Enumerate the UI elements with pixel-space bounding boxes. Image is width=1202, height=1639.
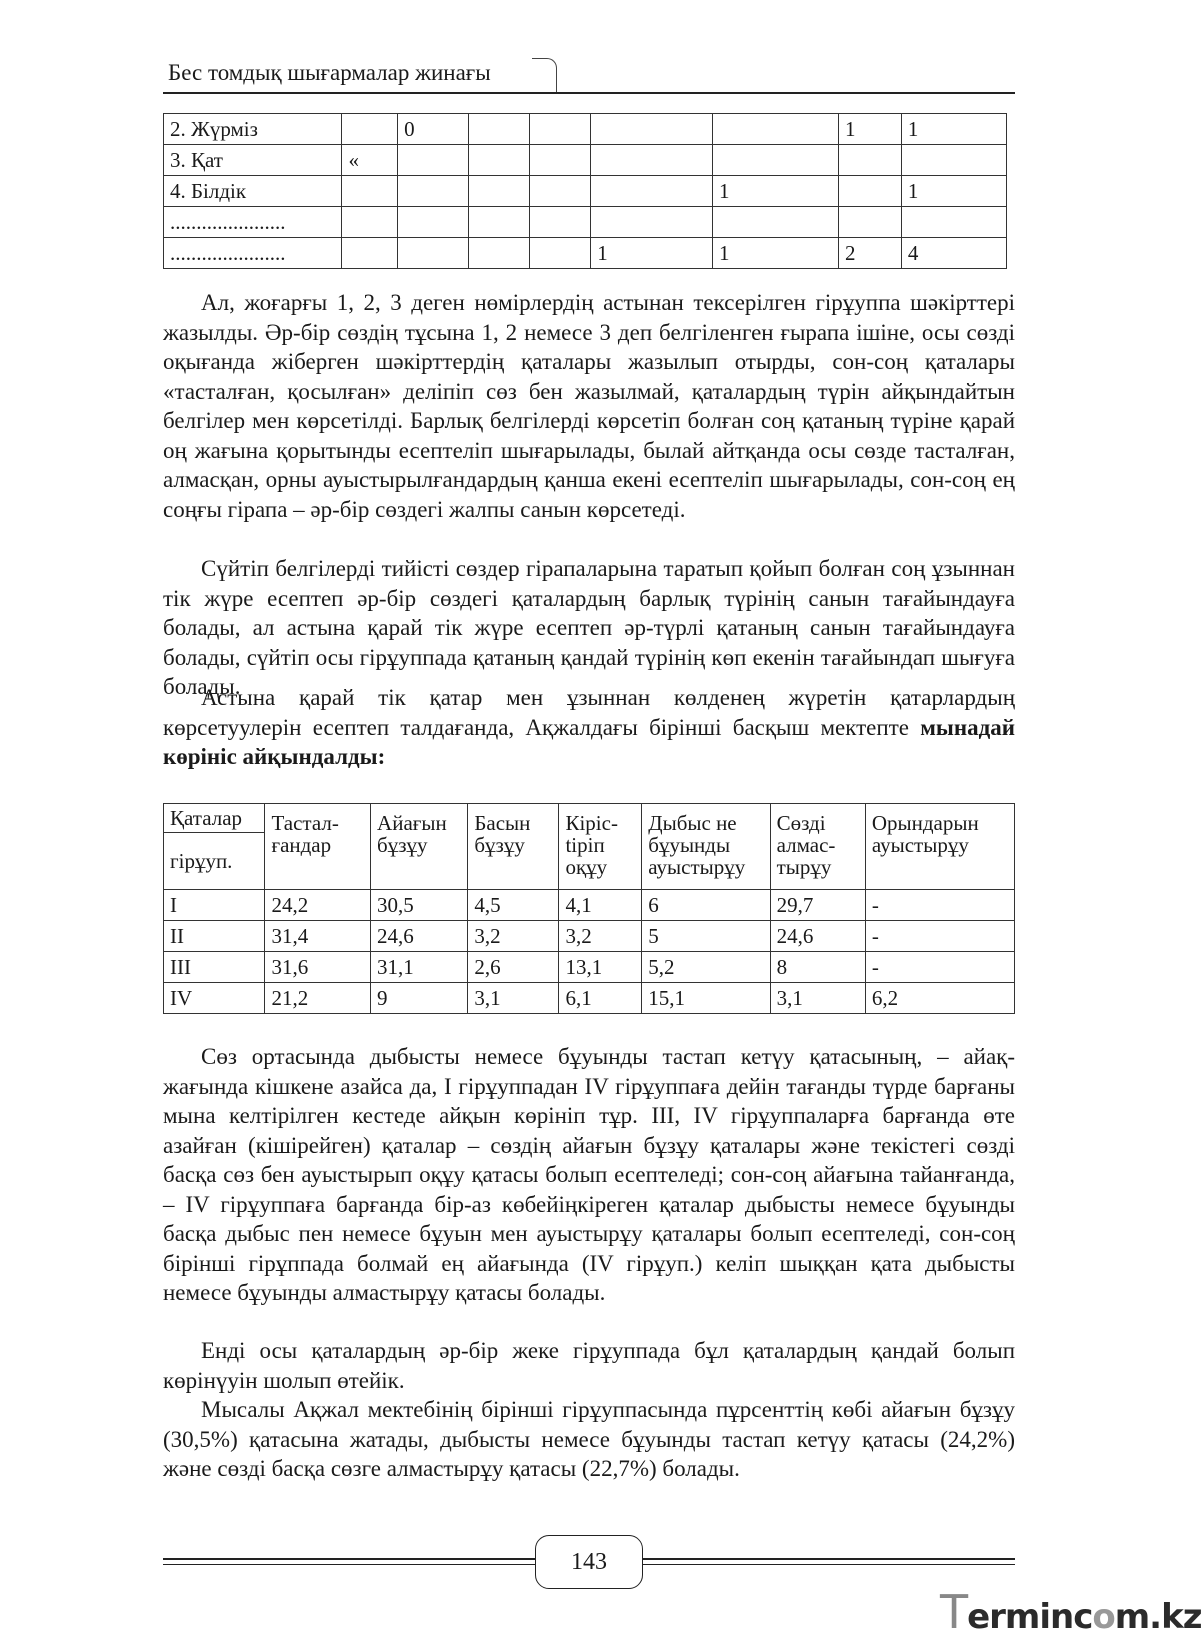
table-cell bbox=[342, 238, 398, 269]
table-cell bbox=[530, 114, 591, 145]
table-cell: ...................... bbox=[164, 207, 342, 238]
header-cell: Айағын бұзұу bbox=[371, 804, 468, 890]
table-cell: 6,1 bbox=[559, 983, 642, 1014]
corner-bottom: гірұуп. bbox=[164, 833, 265, 890]
paragraph-6: Мысалы Ақжал мектебінің бірінші гірұуппасында пұрсенттің көбі айағын бұзұу (30,5%) қатасына жатады, дыбысты немесе бұуынды тастап кетүу қатасы (24,2%) және сөзді басқа сөзге алмастырұу қатасы (22,7%) болады. bbox=[163, 1397, 1015, 1481]
table-cell bbox=[469, 207, 530, 238]
table-cell: 21,2 bbox=[265, 983, 371, 1014]
header-cell: Тастал- ғандар bbox=[265, 804, 371, 890]
table-cell: 4,1 bbox=[559, 890, 642, 921]
table-cell: I bbox=[164, 890, 265, 921]
table-cell bbox=[591, 176, 713, 207]
table-cell bbox=[342, 176, 398, 207]
table-cell: 8 bbox=[770, 952, 865, 983]
paragraph-5: Енді осы қаталардың әр-бір жеке гірұуппада бұл қаталардың қандай болып көрінүуін шолып өтейік. bbox=[163, 1338, 1015, 1393]
header-cell: Кіріс- tіріп оқұу bbox=[559, 804, 642, 890]
header-cell: Орындарын ауыстырұу bbox=[865, 804, 1014, 890]
header-cell: Сөзді алмас- тырұу bbox=[770, 804, 865, 890]
table-row bbox=[164, 207, 1007, 238]
table-cell: 4,5 bbox=[468, 890, 559, 921]
table-cell: 4. Білдік bbox=[164, 176, 342, 207]
table-cell: 24,6 bbox=[371, 921, 468, 952]
table-cell: 3. Қат bbox=[164, 145, 342, 176]
table-cell bbox=[469, 114, 530, 145]
error-tally-table bbox=[163, 113, 1007, 269]
table-row bbox=[164, 145, 1007, 176]
table-cell bbox=[712, 145, 838, 176]
table-cell bbox=[530, 176, 591, 207]
table-row bbox=[164, 983, 1015, 1014]
table-cell bbox=[838, 176, 901, 207]
table-cell: - bbox=[865, 921, 1014, 952]
table-cell: 2 bbox=[838, 238, 901, 269]
paragraph-3-text: Астына қарай тік қатар мен ұзыннан көлденең жүретін қатарлардың көрсетуулерін есептеп талдағанда, Ақжалдағы бірінші басқыш мектепте bbox=[163, 685, 1015, 740]
table-cell: 2. Жүрміз bbox=[164, 114, 342, 145]
page-number: 143 bbox=[535, 1535, 643, 1589]
table-cell bbox=[398, 145, 469, 176]
table-cell bbox=[591, 114, 713, 145]
table-cell: « bbox=[342, 145, 398, 176]
table-cell bbox=[398, 176, 469, 207]
table-row bbox=[164, 952, 1015, 983]
table-cell: 5,2 bbox=[642, 952, 770, 983]
table-cell: - bbox=[865, 952, 1014, 983]
table-cell: 4 bbox=[901, 238, 1006, 269]
table-cell: 1 bbox=[591, 238, 713, 269]
paragraph-1: Ал, жоғарғы 1, 2, 3 деген нөмірлердің астынан тексерілген гірұуппа шәкірттері жазылды. Әр-бір сөздің тұсына 1, 2 немесе 3 деп белгіленген ғырапа ішіне, осы сөзді оқығанда жіберген шәкірттердің қаталары жазылып отырды, сон-соң қаталары «тасталған, қосылған» деліпіп сөз бен жазылмай, қаталардың түрін айқындайтын белгілер мен көрсетілді. Барлық белгілерді көрсетіп болған соң қатаның түріне қарай оң жағына қорытынды есептеліп шығарылады, былай айтқанда осы сөзде тасталған, алмасқан, орны ауыстырылғандардың қанша екені есептеліп шығарылады, сон-соң ең соңғы гірапа – әр-бір сөздегі жалпы санын көрсетеді. bbox=[163, 290, 1015, 522]
table-cell: 13,1 bbox=[559, 952, 642, 983]
table-cell bbox=[838, 145, 901, 176]
table-cell: 3,2 bbox=[559, 921, 642, 952]
paragraph-3 bbox=[163, 683, 1015, 772]
header-corner bbox=[532, 58, 557, 93]
table-cell bbox=[901, 145, 1006, 176]
table-cell: 31,6 bbox=[265, 952, 371, 983]
table-cell bbox=[838, 207, 901, 238]
page-footer bbox=[163, 1530, 1015, 1590]
table-cell: 3,1 bbox=[770, 983, 865, 1014]
table-cell: 29,7 bbox=[770, 890, 865, 921]
table-cell bbox=[398, 207, 469, 238]
table-cell: 24,6 bbox=[770, 921, 865, 952]
table-cell: 24,2 bbox=[265, 890, 371, 921]
table-cell bbox=[530, 238, 591, 269]
table-cell: 1 bbox=[901, 114, 1006, 145]
table-cell bbox=[469, 238, 530, 269]
table-cell: 31,1 bbox=[371, 952, 468, 983]
table-cell: 3,2 bbox=[468, 921, 559, 952]
table-cell: IV bbox=[164, 983, 265, 1014]
error-percentage-table bbox=[163, 803, 1015, 1014]
table-cell bbox=[342, 114, 398, 145]
table-row bbox=[164, 890, 1015, 921]
table-cell: 6,2 bbox=[865, 983, 1014, 1014]
paragraph-4: Сөз ортасында дыбысты немесе бұуынды тастап кетүу қатасының, – айақ-жағында кішкене азайса да, I гірұуппадан IV гірұуппаға дейін тағанды түрде барғаны мына келтірілген кестеде айқын көрініп тұр. III, IV гірұуппаларға барғанда өте азайған (кішірейген) қаталар – сөздің айағын бұзұу қаталары және текістегі сөзді басқа сөз бен ауыстырып оқұу қатасы болып есептеледі; сон-соң айағына тайанғанда, – IV гірұуппаға барғанда бір-аз көбейіңкіреген қаталар дыбысты немесе бұуынды басқа дыбыс пен немесе бұуын мен ауыстырұу қаталары болып есептеледі, сон-соң бірінші гірұппада болмай ең айағында (IV гірұуп.) келіп шыққан қата дыбысты немесе бұуынды алмастырұу қатасы болады. bbox=[163, 1044, 1015, 1305]
table-cell: 15,1 bbox=[642, 983, 770, 1014]
table-cell bbox=[591, 145, 713, 176]
table-cell bbox=[530, 207, 591, 238]
table-cell: 6 bbox=[642, 890, 770, 921]
watermark-logo: Termincom.kz bbox=[940, 1585, 1202, 1639]
table-cell: 30,5 bbox=[371, 890, 468, 921]
header-cell: Дыбыс не бұуынды ауыстырұу bbox=[642, 804, 770, 890]
table-cell: - bbox=[865, 890, 1014, 921]
header-title: Бес томдық шығармалар жинағы bbox=[168, 60, 491, 85]
table-cell: 5 bbox=[642, 921, 770, 952]
table-cell: 1 bbox=[901, 176, 1006, 207]
table-cell bbox=[901, 207, 1006, 238]
table-cell: 9 bbox=[371, 983, 468, 1014]
table-cell bbox=[591, 207, 713, 238]
table-cell: 1 bbox=[838, 114, 901, 145]
table-row bbox=[164, 921, 1015, 952]
table-row bbox=[164, 176, 1007, 207]
table-cell bbox=[530, 145, 591, 176]
table-row bbox=[164, 114, 1007, 145]
table-cell bbox=[469, 176, 530, 207]
table-cell bbox=[712, 207, 838, 238]
table-row bbox=[164, 238, 1007, 269]
table-cell: III bbox=[164, 952, 265, 983]
paragraph-2: Сүйтіп белгілерді тийісті сөздер гірапаларына таратып қойып болған соң ұзыннан тік жүре есептеп әр-бір сөздегі қаталардың барлық түрінің санын тағайындауға болады, ал астына қарай тік жүре есептеп әр-түрлі қатаның санын тағайындауға болады, сүйтіп осы гірұуппада қатаның қандай түрінің көп екенін тағайындап шығуға болады. bbox=[163, 556, 1015, 699]
table-cell: 0 bbox=[398, 114, 469, 145]
table-cell bbox=[342, 207, 398, 238]
table-cell bbox=[712, 114, 838, 145]
table-cell bbox=[398, 238, 469, 269]
corner-top: Қаталар bbox=[164, 804, 265, 833]
table-cell: 2,6 bbox=[468, 952, 559, 983]
header-cell: Басын бұзұу bbox=[468, 804, 559, 890]
table-cell bbox=[469, 145, 530, 176]
table-cell: 3,1 bbox=[468, 983, 559, 1014]
table-cell: II bbox=[164, 921, 265, 952]
header-rule bbox=[163, 92, 1015, 94]
table-cell: 1 bbox=[712, 176, 838, 207]
table-cell: 1 bbox=[712, 238, 838, 269]
paragraph-3-bold: мынадай көрініс айқындалды: bbox=[163, 714, 1015, 769]
table-cell: ...................... bbox=[164, 238, 342, 269]
table-cell: 31,4 bbox=[265, 921, 371, 952]
